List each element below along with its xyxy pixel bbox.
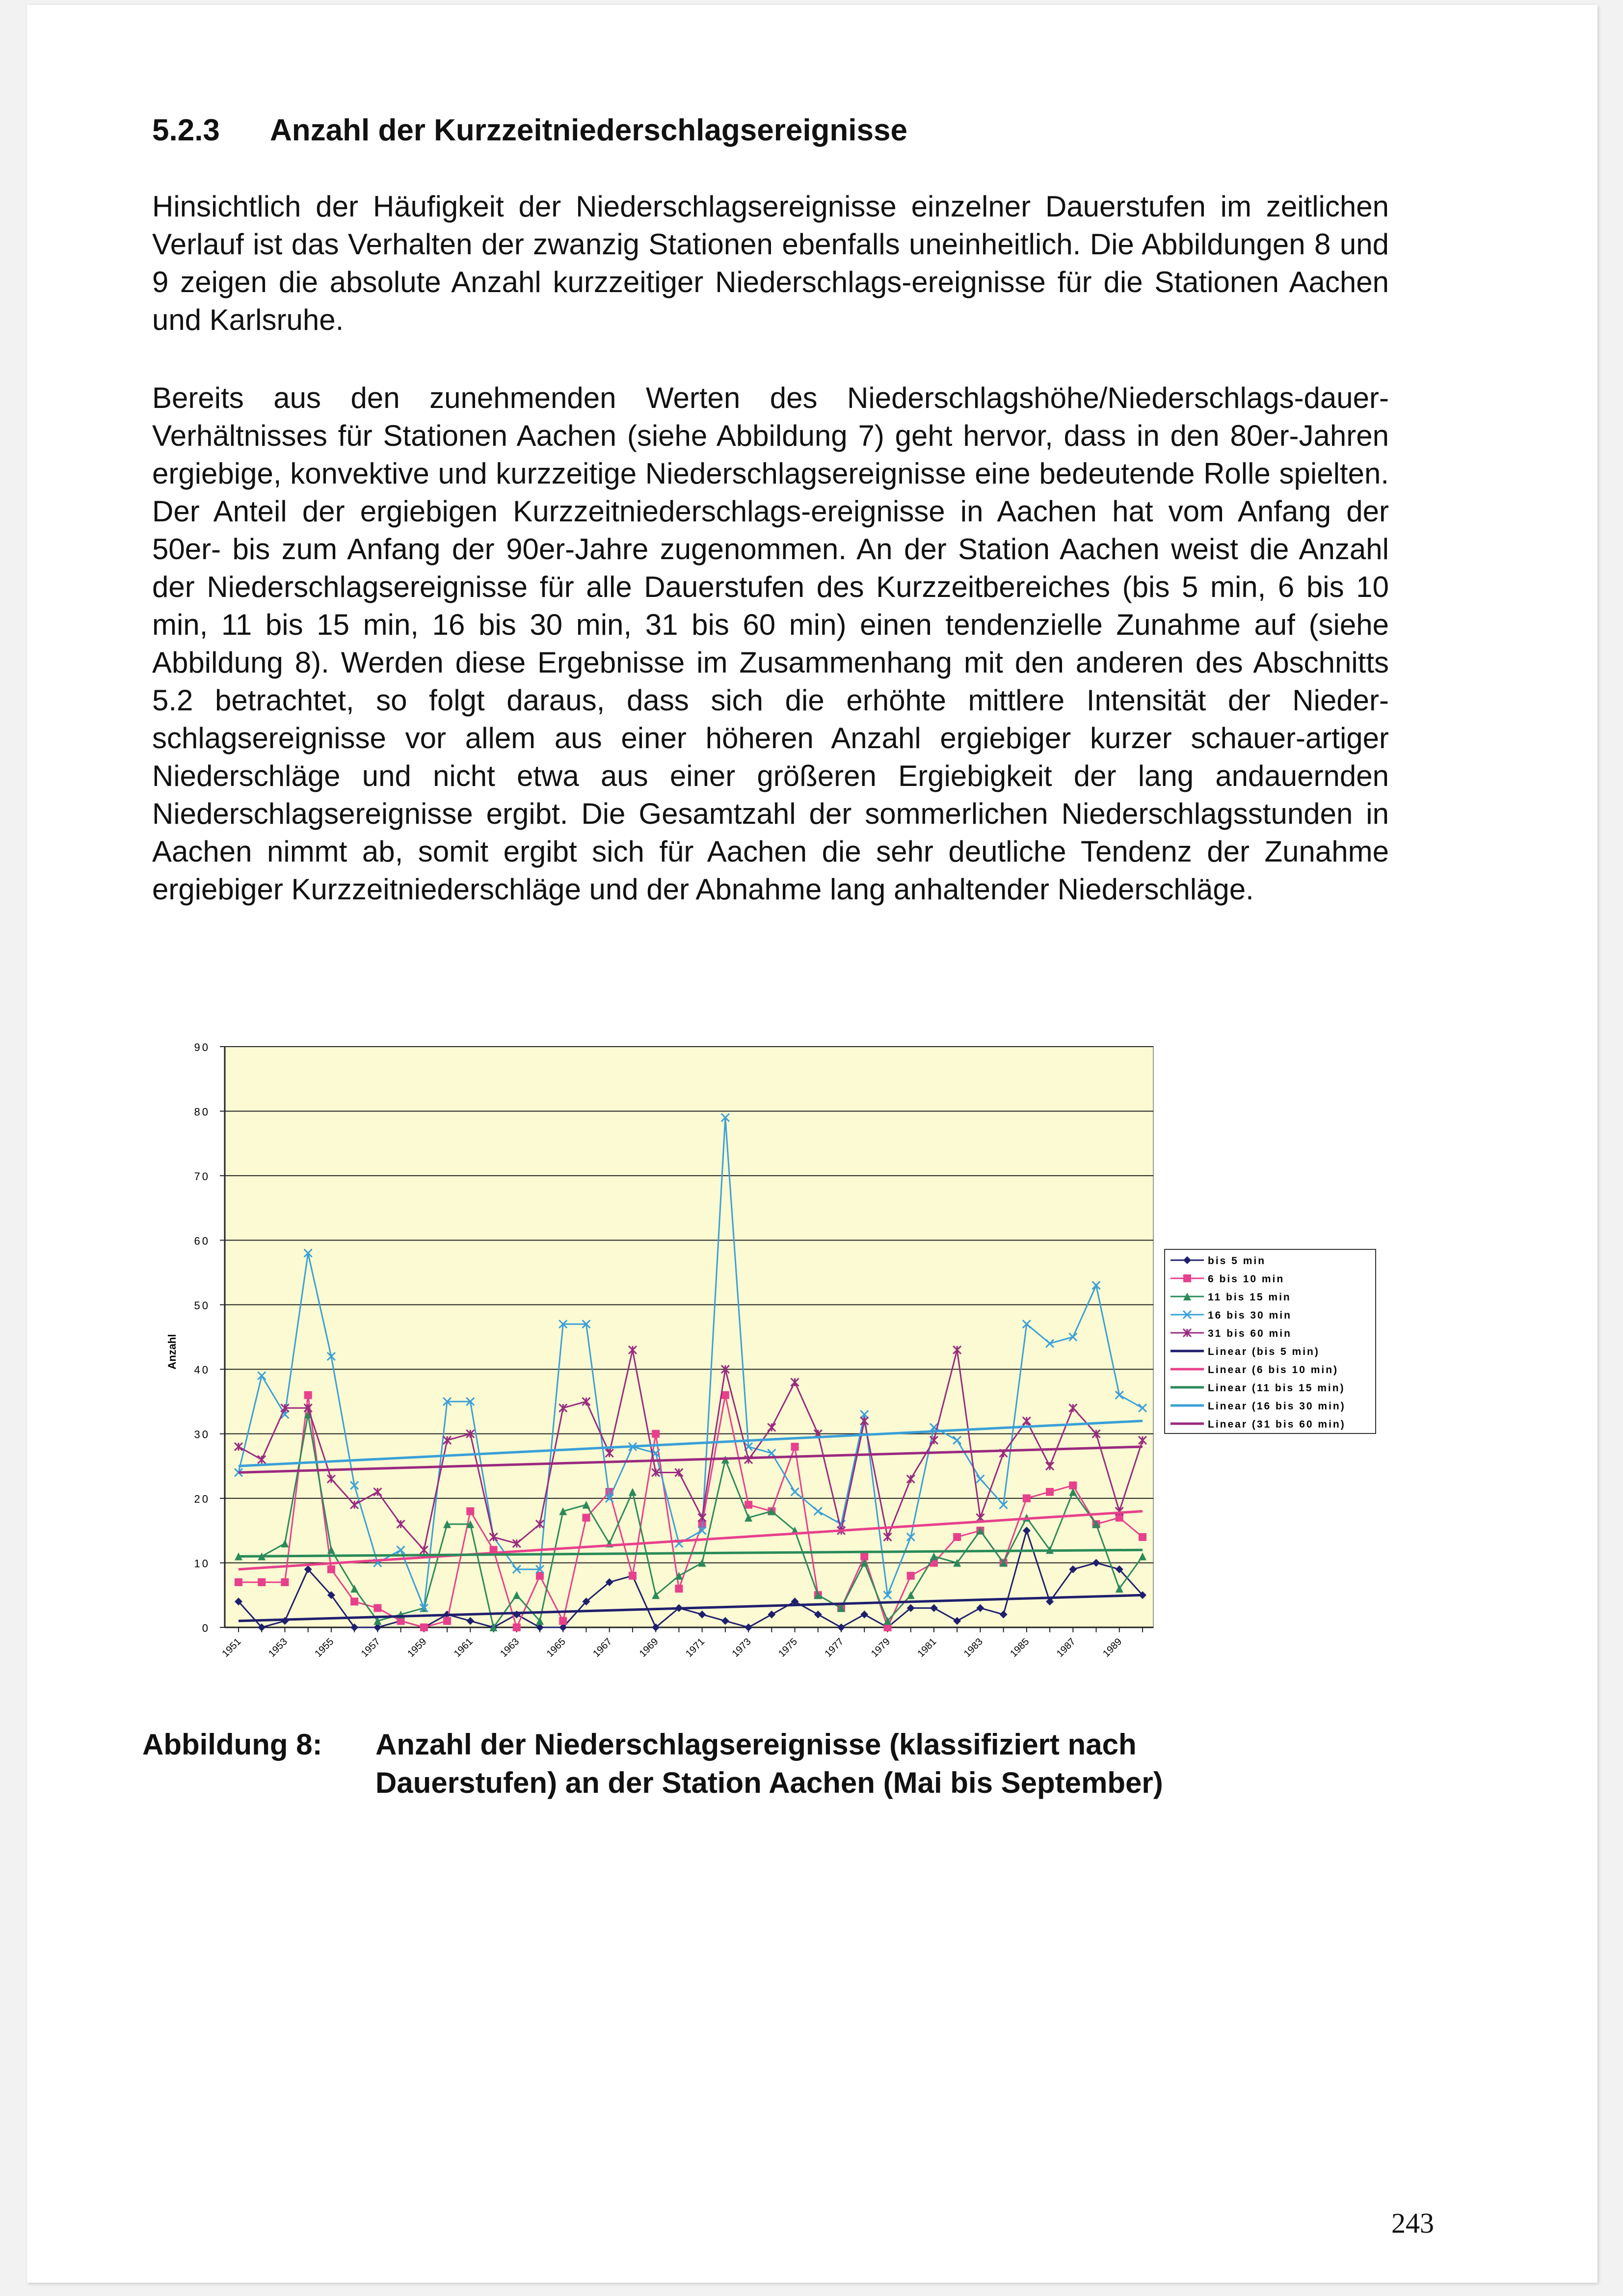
legend-label: Linear (16 bis 30 min) [1208, 1401, 1346, 1412]
x-tick-label: 1987 [1054, 1636, 1078, 1660]
x-tick-label: 1955 [313, 1636, 336, 1660]
x-tick-label: 1959 [405, 1636, 429, 1660]
y-axis-label: Anzahl [166, 1334, 178, 1370]
data-point [675, 1585, 683, 1593]
data-point [1183, 1274, 1191, 1282]
y-tick-label: 50 [194, 1299, 210, 1312]
y-tick-label: 10 [194, 1557, 210, 1570]
body-paragraph-2: Bereits aus den zunehmenden Werten des Niederschlagshöhe/Niederschlags-dauer-Verhältnisses für Stationen Aachen (siehe Abbildung 7) geht hervor, dass in den 80er-Jahren ergiebige, konvektive und kurzzeitige Niederschlagsereignisse eine bedeutende Rolle spielten. Der Anteil der ergiebigen Kurzzeitniederschlags-ereignisse in Aachen hat vom Anfang der 50er- bis zum Anfang der 90er-Jahre zugenommen. An der Station Aachen weist die Anzahl der Niederschlagsereignisse für alle Dauerstufen des Kurzzeitbereiches (bis 5 min, 6 bis 10 min, 11 bis 15 min, 16 bis 30 min, 31 bis 60 min) einen tendenzielle Zunahme auf (siehe Abbildung 8). Werden diese Ergebnisse im Zusammenhang mit den anderen des Abschnitts 5.2 betrachtet, so folgt daraus, dass sich die erhöhte mittlere Intensität der Nieder-schlagsereignisse vor allem aus einer höheren Anzahl ergiebiger kurzer schauer-artiger Niederschläge und nicht etwa aus einer größeren Ergiebigkeit der lang andauernden Niederschlagsereignisse ergibt. Die Gesamtzahl der sommerlichen Niederschlagsstunden in Aachen nimmt ab, somit ergibt sich für Aachen die sehr deutliche Tendenz der Zunahme ergiebiger Kurzzeitniederschläge und der Abnahme lang anhaltender Niederschläge. [152, 381, 1389, 906]
x-tick-label: 1951 [220, 1636, 243, 1660]
section-heading [152, 113, 907, 148]
x-tick-label: 1963 [498, 1636, 522, 1660]
y-tick-label: 30 [194, 1428, 210, 1441]
data-point [350, 1597, 358, 1605]
document-page [27, 5, 1597, 2283]
x-tick-label: 1957 [359, 1636, 382, 1660]
data-point [791, 1443, 799, 1451]
y-tick-label: 70 [194, 1170, 210, 1183]
x-tick-label: 1973 [730, 1636, 753, 1660]
data-point [559, 1617, 567, 1625]
data-point [1023, 1494, 1031, 1502]
data-point [907, 1572, 915, 1580]
data-point [629, 1572, 637, 1580]
x-tick-label: 1961 [452, 1636, 475, 1660]
legend-label: Linear (11 bis 15 min) [1208, 1382, 1345, 1394]
y-tick-label: 20 [194, 1493, 210, 1506]
data-point [1139, 1533, 1146, 1541]
legend-label: 11 bis 15 min [1208, 1292, 1291, 1303]
x-tick-label: 1953 [266, 1636, 290, 1660]
y-tick-label: 80 [194, 1106, 210, 1118]
x-tick-label: 1969 [637, 1636, 661, 1660]
data-point [373, 1604, 381, 1612]
y-tick-label: 60 [194, 1235, 210, 1247]
section-title: Anzahl der Kurzzeitniederschlagsereignisse [270, 113, 907, 147]
caption-label: Abbildung 8: [142, 1728, 322, 1761]
data-point [466, 1507, 474, 1515]
figure-chart [150, 1026, 1386, 1679]
data-point [745, 1501, 752, 1509]
y-tick-label: 40 [194, 1364, 210, 1377]
x-tick-label: 1979 [869, 1636, 892, 1660]
data-point [420, 1623, 428, 1631]
data-point [652, 1430, 660, 1438]
y-tick-label: 90 [194, 1041, 210, 1053]
data-point [443, 1617, 451, 1625]
data-point [513, 1623, 521, 1631]
legend-label: 16 bis 30 min [1208, 1310, 1292, 1321]
x-tick-label: 1985 [1008, 1636, 1032, 1660]
legend-label: Linear (31 bis 60 min) [1208, 1419, 1346, 1430]
x-tick-label: 1971 [684, 1636, 707, 1660]
data-point [281, 1578, 289, 1586]
data-point [327, 1566, 335, 1573]
x-tick-label: 1981 [915, 1636, 939, 1660]
body-paragraph-1: Hinsichtlich der Häufigkeit der Niederschlagsereignisse einzelner Dauerstufen im zeitlichen Verlauf ist das Verhalten der zwanzig Stationen ebenfalls uneinheitlich. Die Abbildungen 8 und 9 zeigen die absolute Anzahl kurzzeitiger Niederschlags-ereignisse für die Stationen Aachen und Karlsruhe. [152, 190, 1389, 336]
data-point [304, 1391, 312, 1399]
data-point [258, 1578, 266, 1586]
data-point [235, 1578, 242, 1586]
x-tick-label: 1977 [823, 1636, 846, 1660]
data-point [582, 1514, 590, 1522]
legend-label: 6 bis 10 min [1208, 1273, 1285, 1285]
legend-label: Linear (bis 5 min) [1208, 1346, 1320, 1357]
section-number: 5.2.3 [152, 113, 220, 147]
x-tick-label: 1983 [961, 1636, 985, 1660]
page-number: 243 [1391, 2207, 1434, 2239]
legend-label: Linear (6 bis 10 min) [1208, 1364, 1339, 1376]
x-tick-label: 1965 [544, 1636, 568, 1660]
legend-label: bis 5 min [1208, 1255, 1266, 1267]
data-point [721, 1391, 729, 1399]
y-tick-label: 0 [202, 1622, 210, 1634]
line-chart [150, 1026, 1386, 1679]
x-tick-label: 1989 [1101, 1636, 1124, 1660]
data-point [1046, 1488, 1054, 1496]
x-tick-label: 1975 [776, 1636, 800, 1660]
legend-label: 31 bis 60 min [1208, 1328, 1292, 1339]
data-point [953, 1533, 961, 1541]
caption-text: Anzahl der Niederschlagsereignisse (klassifiziert nach Dauerstufen) an der Station Aachen (Mai bis September) [375, 1728, 1163, 1799]
x-tick-label: 1967 [591, 1636, 614, 1660]
